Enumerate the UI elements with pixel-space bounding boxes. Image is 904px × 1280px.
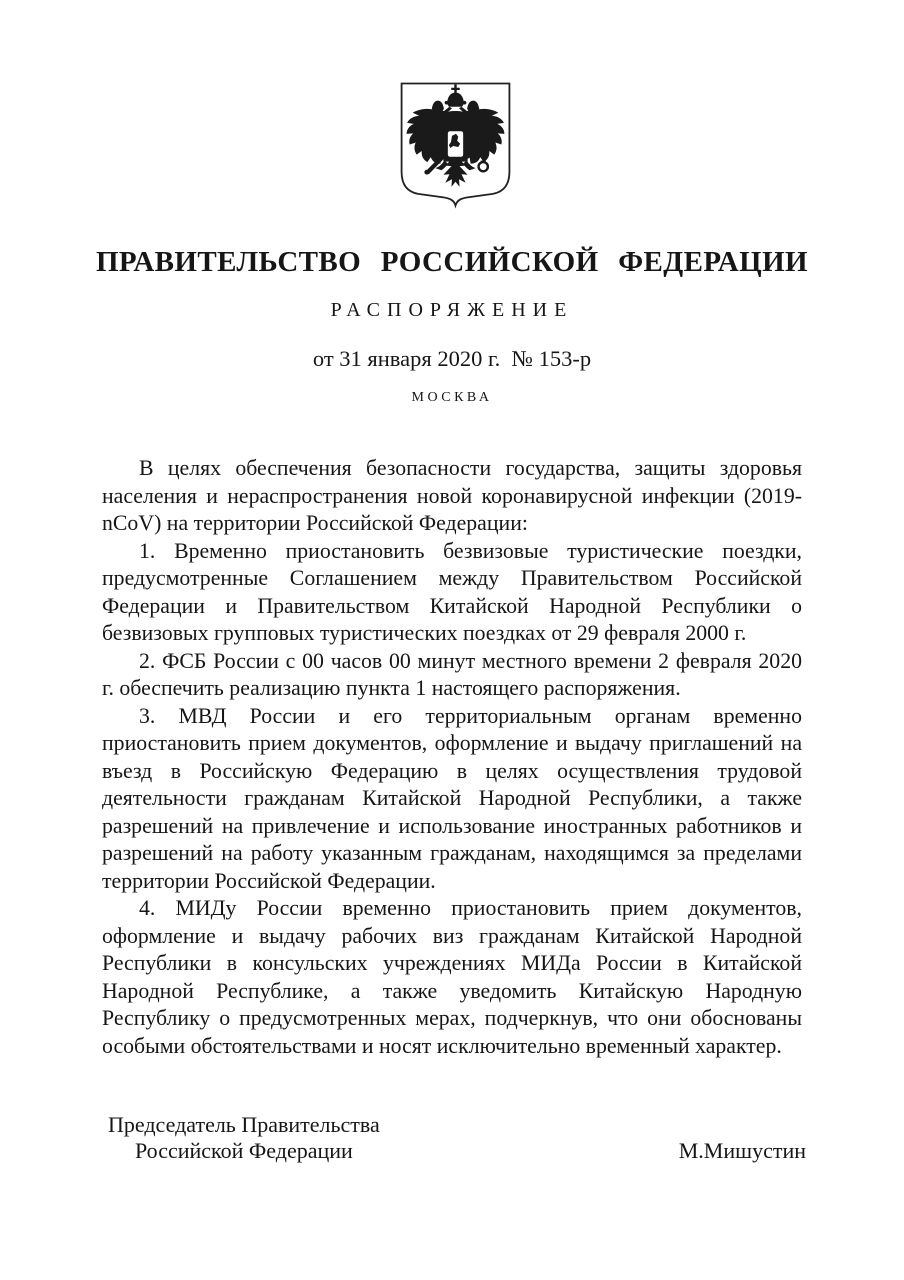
signer-title [102, 1112, 380, 1164]
signer-name: М.Мишустин [678, 1138, 806, 1163]
signature-block [102, 1112, 806, 1164]
russia-coat-of-arms-icon [399, 81, 512, 209]
signer-title-line-1: Председатель Правительства [108, 1112, 380, 1137]
double-headed-eagle-emblem [399, 81, 512, 209]
document-body [102, 455, 802, 1060]
paragraph-item-2: 2. ФСБ России с 00 часов 00 минут местного времени 2 февраля 2020 г. обеспечить реализацию пункта 1 настоящего распоряжения. [102, 648, 802, 700]
date-and-number-line: от 31 января 2020 г. № 153-р [312, 346, 592, 371]
signer-title-line-2: Российской Федерации [134, 1138, 353, 1163]
page-title: ПРАВИТЕЛЬСТВО РОССИЙСКОЙ ФЕДЕРАЦИИ [95, 246, 809, 278]
paragraph-preamble: В целях обеспечения безопасности государства, защиты здоровья населения и нераспространения новой коронавирусной инфекции (2019-nCoV) на территории Российской Федерации: [102, 456, 802, 535]
paragraph-item-1: 1. Временно приостановить безвизовые туристические поездки, предусмотренные Соглашением между Правительством Российской Федерации и Правительством Китайской Народной Республики о безвизовых групповых туристических поездках от 29 февраля 2000 г. [102, 538, 802, 645]
document-type-heading: РАСПОРЯЖЕНИЕ [330, 299, 574, 321]
paragraph-item-4: 4. МИДу России временно приостановить прием документов, оформление и выдачу рабочих виз гражданам Китайской Народной Республики в консульских учреждениях МИДа России в Китайской Народной Республике, а также уведомить Китайскую Народную Республику о предусмотренных мерах, подчеркнув, что они обоснованы особыми обстоятельствами и носят исключительно временный характер. [102, 896, 802, 1058]
paragraph-item-3: 3. МВД России и его территориальным органам временно приостановить прием документов, оформление и выдачу приглашений на въезд в Российскую Федерацию в целях осуществления трудовой деятельности гражданам Китайской Народной Республики, а также разрешений на привлечение и использование иностранных работников и разрешений на работу указанным гражданам, находящимся за пределами территории Российской Федерации. [102, 703, 802, 893]
city-label: МОСКВА [411, 390, 493, 405]
